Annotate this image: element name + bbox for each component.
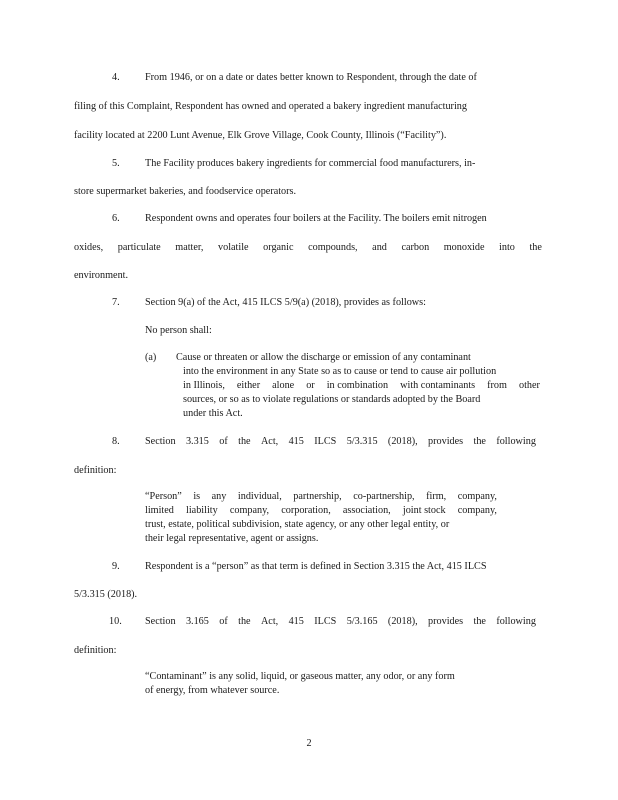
paragraph-8-quote-justified-line xyxy=(145,505,497,517)
paragraph-8-number: 8. xyxy=(112,436,120,447)
paragraph-6-line: environment. xyxy=(74,270,129,281)
paragraph-5-number: 5. xyxy=(112,158,120,169)
paragraph-8-quote-line: their legal representative, agent or assigns. xyxy=(145,533,319,544)
word: either xyxy=(236,380,261,391)
word: alone xyxy=(272,380,295,391)
word: the xyxy=(238,436,251,447)
word: oxides, xyxy=(74,242,104,253)
word: following xyxy=(496,616,536,627)
word: the xyxy=(473,616,486,627)
word: ILCS xyxy=(314,436,337,447)
word: any xyxy=(211,491,227,502)
paragraph-9-line: Respondent is a “person” as that term is defined in Section 3.315 the Act, 415 ILCS xyxy=(145,561,487,572)
paragraph-7-quote-line: Cause or threaten or allow the discharge or emission of any contaminant xyxy=(176,352,471,363)
word: “Person” xyxy=(145,491,182,502)
paragraph-10-number: 10. xyxy=(109,616,122,627)
word: from xyxy=(487,380,507,391)
word: association, xyxy=(342,505,391,516)
paragraph-5-line: The Facility produces bakery ingredients for commercial food manufacturers, in- xyxy=(145,158,476,169)
word: Section xyxy=(145,616,176,627)
word: company, xyxy=(229,505,270,516)
word: liability xyxy=(186,505,218,516)
word: volatile xyxy=(218,242,249,253)
word: company, xyxy=(457,491,497,502)
word: corporation, xyxy=(281,505,331,516)
paragraph-6-number: 6. xyxy=(112,213,120,224)
paragraph-7-number: 7. xyxy=(112,297,120,308)
word: the xyxy=(473,436,486,447)
word: carbon xyxy=(401,242,430,253)
word: joint stock xyxy=(402,505,446,516)
paragraph-10-justified-line xyxy=(145,616,536,628)
page-number: 2 xyxy=(306,738,312,749)
paragraph-4-line: facility located at 2200 Lunt Avenue, Elk Grove Village, Cook County, Illinois (“Facility”). xyxy=(74,130,447,141)
word: particulate xyxy=(117,242,161,253)
word: and xyxy=(372,242,387,253)
word: monoxide xyxy=(443,242,485,253)
paragraph-8-justified-line xyxy=(145,436,536,448)
word: individual, xyxy=(237,491,282,502)
word: 3.165 xyxy=(185,616,209,627)
word: ILCS xyxy=(314,616,337,627)
word: limited xyxy=(145,505,174,516)
word: other xyxy=(518,380,540,391)
word: firm, xyxy=(426,491,447,502)
word: partnership, xyxy=(293,491,342,502)
paragraph-10-quote-line: “Contaminant” is any solid, liquid, or gaseous matter, any odor, or any form xyxy=(145,671,455,682)
word: with contaminants xyxy=(400,380,476,391)
word: matter, xyxy=(175,242,204,253)
word: 5/3.165 xyxy=(346,616,378,627)
word: the xyxy=(529,242,542,253)
word: 415 xyxy=(288,616,304,627)
paragraph-8-quote-justified-line xyxy=(145,491,497,503)
paragraph-7-line: Section 9(a) of the Act, 415 ILCS 5/9(a) (2018), provides as follows: xyxy=(145,297,426,308)
paragraph-8-line: definition: xyxy=(74,465,117,476)
paragraph-7-quote-justified-line xyxy=(183,380,540,392)
word: or xyxy=(306,380,315,391)
word: 3.315 xyxy=(185,436,209,447)
paragraph-7-quote-line: under this Act. xyxy=(183,408,243,419)
paragraph-4-line: From 1946, or on a date or dates better known to Respondent, through the date of xyxy=(145,72,477,83)
word: (2018), xyxy=(387,436,418,447)
paragraph-7-line: No person shall: xyxy=(145,325,212,336)
paragraph-8-quote-line: trust, estate, political subdivision, state agency, or any other legal entity, or xyxy=(145,519,450,530)
word: in combination xyxy=(326,380,389,391)
paragraph-10-quote-line: of energy, from whatever source. xyxy=(145,685,280,696)
word: Act, xyxy=(260,436,279,447)
word: in Illinois, xyxy=(183,380,225,391)
paragraph-7-quote-line: sources, or so as to violate regulations or standards adopted by the Board xyxy=(183,394,481,405)
word: Section xyxy=(145,436,176,447)
paragraph-7-quote-label: (a) xyxy=(145,352,157,363)
paragraph-10-line: definition: xyxy=(74,645,117,656)
word: company, xyxy=(457,505,497,516)
word: 5/3.315 xyxy=(346,436,378,447)
word: following xyxy=(496,436,536,447)
word: 415 xyxy=(288,436,304,447)
word: co-partnership, xyxy=(353,491,415,502)
paragraph-9-number: 9. xyxy=(112,561,120,572)
word: provides xyxy=(428,436,464,447)
paragraph-4-line: filing of this Complaint, Respondent has owned and operated a bakery ingredient manufacturing xyxy=(74,101,467,112)
word: (2018), xyxy=(387,616,418,627)
paragraph-5-line: store supermarket bakeries, and foodservice operators. xyxy=(74,186,297,197)
paragraph-6-justified-line xyxy=(74,242,542,254)
word: of xyxy=(219,436,228,447)
word: Act, xyxy=(260,616,279,627)
word: compounds, xyxy=(308,242,358,253)
word: into xyxy=(499,242,515,253)
paragraph-7-quote-line: into the environment in any State so as to cause or tend to cause air pollution xyxy=(183,366,497,377)
word: is xyxy=(193,491,201,502)
paragraph-4-number: 4. xyxy=(112,72,120,83)
word: the xyxy=(238,616,251,627)
word: of xyxy=(219,616,228,627)
paragraph-6-line: Respondent owns and operates four boilers at the Facility. The boilers emit nitrogen xyxy=(145,213,487,224)
paragraph-9-line: 5/3.315 (2018). xyxy=(74,589,138,600)
word: provides xyxy=(428,616,464,627)
word: organic xyxy=(263,242,294,253)
